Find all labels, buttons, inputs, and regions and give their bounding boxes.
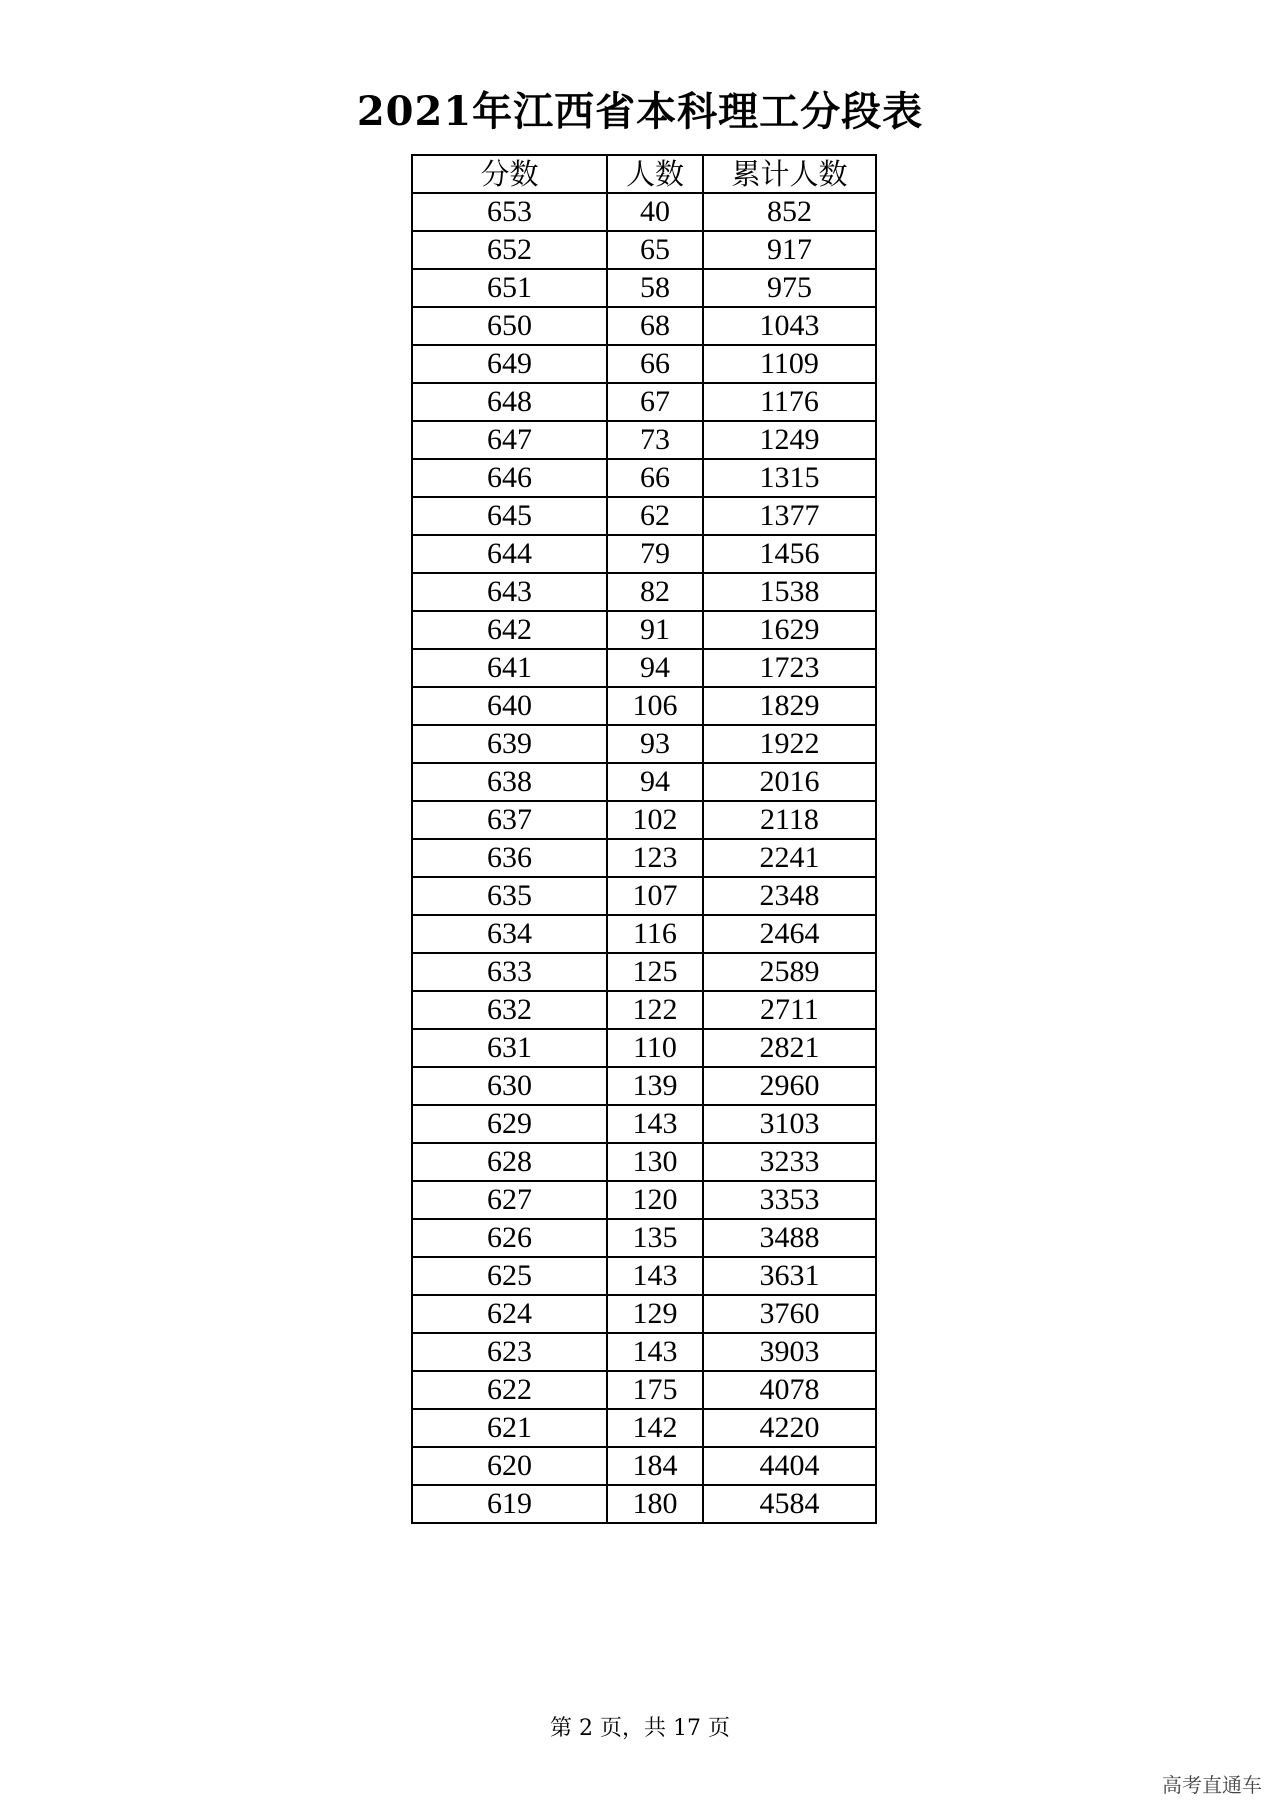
count-cell: 110 [607, 1029, 703, 1067]
cumulative-cell: 3760 [703, 1295, 876, 1333]
table-row [412, 611, 876, 649]
count-cell: 58 [607, 269, 703, 307]
score-cell: 652 [412, 231, 607, 269]
cumulative-cell: 975 [703, 269, 876, 307]
score-cell: 646 [412, 459, 607, 497]
score-cell: 621 [412, 1409, 607, 1447]
score-cell: 634 [412, 915, 607, 953]
count-cell: 40 [607, 193, 703, 231]
cumulative-cell: 852 [703, 193, 876, 231]
cumulative-cell: 1043 [703, 307, 876, 345]
cumulative-cell: 4584 [703, 1485, 876, 1523]
count-cell: 82 [607, 573, 703, 611]
table-row [412, 1219, 876, 1257]
count-cell: 79 [607, 535, 703, 573]
table-row [412, 991, 876, 1029]
score-cell: 647 [412, 421, 607, 459]
cumulative-cell: 3353 [703, 1181, 876, 1219]
score-cell: 633 [412, 953, 607, 991]
table-row [412, 307, 876, 345]
count-cell: 94 [607, 763, 703, 801]
score-cell: 626 [412, 1219, 607, 1257]
count-cell: 139 [607, 1067, 703, 1105]
count-cell: 143 [607, 1105, 703, 1143]
table-row [412, 877, 876, 915]
table-row [412, 1257, 876, 1295]
score-cell: 645 [412, 497, 607, 535]
table-row [412, 763, 876, 801]
count-cell: 66 [607, 345, 703, 383]
header-score: 分数 [412, 155, 607, 193]
score-cell: 635 [412, 877, 607, 915]
score-cell: 644 [412, 535, 607, 573]
cumulative-cell: 1249 [703, 421, 876, 459]
count-cell: 122 [607, 991, 703, 1029]
table-header [412, 155, 876, 193]
cumulative-cell: 2118 [703, 801, 876, 839]
page-title: 2021年江西省本科理工分段表 [356, 88, 924, 135]
score-cell: 653 [412, 193, 607, 231]
cumulative-cell: 3488 [703, 1219, 876, 1257]
table-row [412, 1029, 876, 1067]
table-row [412, 231, 876, 269]
count-cell: 62 [607, 497, 703, 535]
count-cell: 67 [607, 383, 703, 421]
table-row [412, 421, 876, 459]
table-row [412, 1409, 876, 1447]
score-cell: 630 [412, 1067, 607, 1105]
count-cell: 91 [607, 611, 703, 649]
count-cell: 143 [607, 1257, 703, 1295]
cumulative-cell: 1629 [703, 611, 876, 649]
cumulative-cell: 3631 [703, 1257, 876, 1295]
cumulative-cell: 2016 [703, 763, 876, 801]
count-cell: 93 [607, 725, 703, 763]
table-row [412, 345, 876, 383]
score-cell: 649 [412, 345, 607, 383]
score-cell: 651 [412, 269, 607, 307]
count-cell: 107 [607, 877, 703, 915]
score-cell: 648 [412, 383, 607, 421]
table-row [412, 1181, 876, 1219]
table-row [412, 269, 876, 307]
cumulative-cell: 2464 [703, 915, 876, 953]
count-cell: 73 [607, 421, 703, 459]
cumulative-cell: 4404 [703, 1447, 876, 1485]
cumulative-cell: 3903 [703, 1333, 876, 1371]
table-row [412, 953, 876, 991]
cumulative-cell: 1829 [703, 687, 876, 725]
score-cell: 642 [412, 611, 607, 649]
watermark-text: 高考直通车 [1162, 1773, 1262, 1797]
count-cell: 116 [607, 915, 703, 953]
score-cell: 636 [412, 839, 607, 877]
cumulative-cell: 2960 [703, 1067, 876, 1105]
page-footer: 第 2 页，共 17 页 [550, 1716, 730, 1741]
score-cell: 637 [412, 801, 607, 839]
count-cell: 143 [607, 1333, 703, 1371]
cumulative-cell: 2821 [703, 1029, 876, 1067]
score-cell: 631 [412, 1029, 607, 1067]
table-row [412, 801, 876, 839]
score-cell: 628 [412, 1143, 607, 1181]
score-cell: 625 [412, 1257, 607, 1295]
score-cell: 622 [412, 1371, 607, 1409]
cumulative-cell: 4078 [703, 1371, 876, 1409]
count-cell: 123 [607, 839, 703, 877]
table-body [412, 193, 876, 1523]
cumulative-cell: 3103 [703, 1105, 876, 1143]
count-cell: 125 [607, 953, 703, 991]
score-cell: 639 [412, 725, 607, 763]
count-cell: 65 [607, 231, 703, 269]
cumulative-cell: 2589 [703, 953, 876, 991]
count-cell: 180 [607, 1485, 703, 1523]
score-cell: 629 [412, 1105, 607, 1143]
table-row [412, 1485, 876, 1523]
score-cell: 632 [412, 991, 607, 1029]
score-cell: 640 [412, 687, 607, 725]
cumulative-cell: 2348 [703, 877, 876, 915]
table-row [412, 687, 876, 725]
count-cell: 66 [607, 459, 703, 497]
table-row [412, 497, 876, 535]
cumulative-cell: 2711 [703, 991, 876, 1029]
score-cell: 641 [412, 649, 607, 687]
cumulative-cell: 1315 [703, 459, 876, 497]
count-cell: 129 [607, 1295, 703, 1333]
table-row [412, 1295, 876, 1333]
score-cell: 643 [412, 573, 607, 611]
table-row [412, 459, 876, 497]
table-row [412, 915, 876, 953]
table-row [412, 193, 876, 231]
count-cell: 135 [607, 1219, 703, 1257]
count-cell: 106 [607, 687, 703, 725]
table-row [412, 1143, 876, 1181]
cumulative-cell: 1176 [703, 383, 876, 421]
header-count: 人数 [607, 155, 703, 193]
score-cell: 623 [412, 1333, 607, 1371]
score-cell: 624 [412, 1295, 607, 1333]
score-cell: 619 [412, 1485, 607, 1523]
header-row [412, 155, 876, 193]
count-cell: 184 [607, 1447, 703, 1485]
cumulative-cell: 1538 [703, 573, 876, 611]
count-cell: 120 [607, 1181, 703, 1219]
cumulative-cell: 1922 [703, 725, 876, 763]
table-row [412, 1333, 876, 1371]
cumulative-cell: 1377 [703, 497, 876, 535]
table-row [412, 535, 876, 573]
table-row [412, 1105, 876, 1143]
score-cell: 620 [412, 1447, 607, 1485]
table-row [412, 839, 876, 877]
cumulative-cell: 917 [703, 231, 876, 269]
cumulative-cell: 4220 [703, 1409, 876, 1447]
count-cell: 130 [607, 1143, 703, 1181]
cumulative-cell: 1723 [703, 649, 876, 687]
count-cell: 102 [607, 801, 703, 839]
score-cell: 627 [412, 1181, 607, 1219]
cumulative-cell: 2241 [703, 839, 876, 877]
table-row [412, 725, 876, 763]
count-cell: 142 [607, 1409, 703, 1447]
table-row [412, 1067, 876, 1105]
count-cell: 175 [607, 1371, 703, 1409]
score-cell: 650 [412, 307, 607, 345]
cumulative-cell: 1456 [703, 535, 876, 573]
table-row [412, 1371, 876, 1409]
table-row [412, 383, 876, 421]
cumulative-cell: 3233 [703, 1143, 876, 1181]
table-row [412, 1447, 876, 1485]
table-row [412, 573, 876, 611]
cumulative-cell: 1109 [703, 345, 876, 383]
score-table [411, 154, 877, 1524]
count-cell: 68 [607, 307, 703, 345]
header-cumulative: 累计人数 [703, 155, 876, 193]
table-row [412, 649, 876, 687]
count-cell: 94 [607, 649, 703, 687]
score-cell: 638 [412, 763, 607, 801]
